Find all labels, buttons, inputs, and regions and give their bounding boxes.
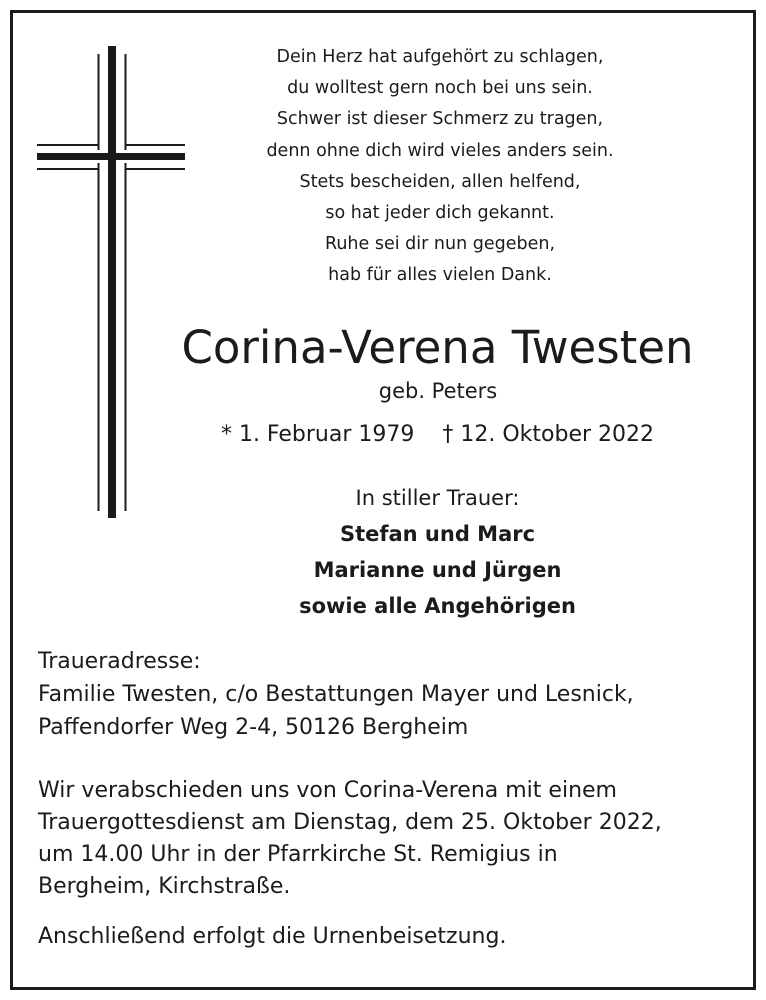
birth-date: * 1. Februar 1979 — [220, 422, 415, 447]
poem-line: Dein Herz hat aufgehört zu schlagen, — [276, 47, 604, 67]
service-line: Bergheim, Kirchstraße. — [38, 874, 291, 899]
mourners-block — [210, 480, 665, 624]
poem-line: Ruhe sei dir nun gegeben, — [324, 234, 556, 255]
poem-line: Schwer ist dieser Schmerz zu tragen, — [276, 109, 604, 130]
urn-burial-note: Anschließend erfolgt die Urnenbeisetzung. — [38, 924, 507, 949]
poem — [210, 42, 670, 292]
death-date: † 12. Oktober 2022 — [442, 422, 655, 447]
mourners-intro: In stiller Trauer: — [355, 486, 520, 510]
poem-line: du wolltest gern noch bei uns sein. — [287, 78, 593, 99]
deceased-name: Corina-Verena Twesten — [181, 321, 694, 374]
address-line: Paffendorfer Weg 2-4, 50126 Bergheim — [38, 715, 469, 740]
poem-line: denn ohne dich wird vieles anders sein. — [266, 140, 614, 161]
service-line: um 14.00 Uhr in der Pfarrkirche St. Remigius in — [38, 842, 558, 867]
mourner-line: Marianne und Jürgen — [313, 558, 562, 582]
maiden-name: geb. Peters — [378, 379, 498, 403]
service-line: Trauergottesdienst am Dienstag, dem 25. Oktober 2022, — [38, 810, 662, 835]
address-label: Traueradresse: — [38, 649, 201, 674]
address-line: Familie Twesten, c/o Bestattungen Mayer und Lesnick, — [38, 682, 634, 707]
poem-line: hab für alles vielen Dank. — [328, 265, 552, 286]
poem-line: Stets bescheiden, allen helfend, — [299, 171, 581, 192]
mourner-line: Stefan und Marc — [339, 522, 536, 546]
mourner-line: sowie alle Angehörigen — [299, 594, 576, 618]
life-dates — [180, 419, 695, 451]
funeral-service-text — [38, 775, 738, 903]
mourning-address — [38, 645, 738, 744]
service-line: Wir verabschieden uns von Corina-Verena mit einem — [38, 778, 617, 803]
poem-line: so hat jeder dich gekannt. — [325, 203, 555, 224]
